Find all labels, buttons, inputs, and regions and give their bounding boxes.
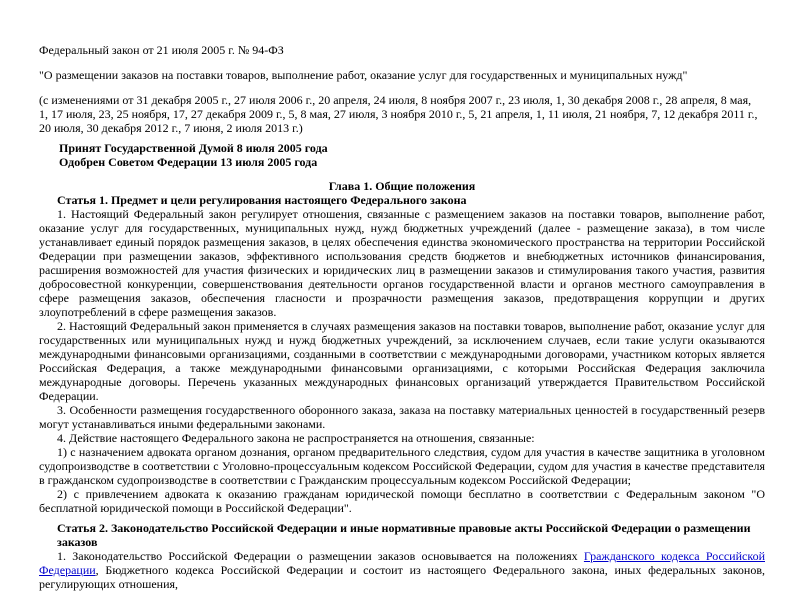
civil-code-link[interactable]: Гражданского кодекса Российской Федерации	[39, 549, 765, 577]
amendments-note: (с изменениями от 31 декабря 2005 г., 27 июля 2006 г., 20 апреля, 24 июля, 8 ноября 2007 г., 23 июля, 1, 30 декабря 2008 г., 28 апреля, 8 мая, 1, 17 июля, 23, 25 ноября, 17, 27 декабря 2009 г., 5, 8 мая, 27 июля, 3 ноября 2010 г., 5, 21 апреля, 1, 11 июля, 21 ноября, 7, 12 декабря 2011 г., 20 июля, 30 декабря 2012 г., 7 июня, 2 июля 2013 г.)	[39, 93, 758, 135]
article-1-title: Статья 1. Предмет и цели регулирования настоящего Федерального закона	[57, 193, 467, 207]
adopted-by-duma: Принят Государственной Думой 8 июля 2005 года	[59, 141, 328, 155]
article-1-paragraph-3: 3. Особенности размещения государственного оборонного заказа, заказа на поставку материальных ценностей в государственный резерв могут устанавливаться иными федеральными законами.	[39, 403, 765, 431]
article-1-paragraph-4-item-2: 2) с привлечением адвоката к оказанию гражданам юридической помощи бесплатно в соответствии с Федеральным законом "О бесплатной юридической помощи в Российской Федерации".	[39, 487, 765, 515]
article-2-title: Статья 2. Законодательство Российской Федерации и иные нормативные правовые акты Российской Федерации о размещении заказов	[57, 521, 751, 549]
article-1-paragraph-2: 2. Настоящий Федеральный закон применяется в случаях размещения заказов на поставки товаров, выполнение работ, оказание услуг для государственных или муниципальных нужд и нужд бюджетных учреждений, за исключением случаев, если такие услуги оказываются международными финансовыми организациями, созданными в соответствии с международными договорами, участником которых является Российская Федерация, а также международными финансовыми организациями, с которыми Российская Федерация заключила международные договоры. Перечень указанных международных финансовых организаций утверждается Правительством Российской Федерации.	[39, 319, 765, 403]
article-2-paragraph-1	[39, 549, 765, 591]
article-1-paragraph-1: 1. Настоящий Федеральный закон регулирует отношения, связанные с размещением заказов на поставки товаров, выполнение работ, оказание услуг для государственных, муниципальных нужд, нужд бюджетных учреждений (далее - размещение заказа), в том числе устанавливает единый порядок размещения заказов, в целях обеспечения единства экономического пространства на территории Российской Федерации при размещении заказов, эффективного использования средств бюджетов и внебюджетных источников финансирования, расширения возможностей для участия физических и юридических лиц в размещении заказов и стимулирования такого участия, развития добросовестной конкуренции, совершенствования деятельности органов государственной власти и органов местного самоуправления в сфере размещения заказов, обеспечения гласности и прозрачности размещения заказов, предотвращения коррупции и других злоупотреблений в сфере размещения заказов.	[39, 207, 765, 319]
article-2-p1-start: 1. Законодательство Российской Федерации о размещении заказов основывается на положениях	[57, 549, 584, 563]
article-1-paragraph-4-item-1: 1) с назначением адвоката органом дознания, органом предварительного следствия, судом для участия в качестве защитника в уголовном судопроизводстве в соответствии с Уголовно-процессуальным кодексом Российской Федерации, судом для участия в качестве представителя в гражданском судопроизводстве в соответствии с Гражданским процессуальным кодексом Российской Федерации;	[39, 445, 765, 487]
chapter-title: Глава 1. Общие положения	[328, 179, 476, 193]
article-2-p1-end: , Бюджетного кодекса Российской Федерации и состоит из настоящего Федерального закона, иных федеральных законов, регулирующих отношения,	[39, 563, 765, 591]
article-1-paragraph-4: 4. Действие настоящего Федерального закона не распространяется на отношения, связанные:	[57, 431, 535, 445]
document-body	[39, 193, 765, 591]
law-title-line: Федеральный закон от 21 июля 2005 г. № 94-ФЗ	[39, 43, 284, 57]
law-name: "О размещении заказов на поставки товаров, выполнение работ, оказание услуг для государственных и муниципальных нужд"	[39, 68, 688, 82]
approved-by-federation-council: Одобрен Советом Федерации 13 июля 2005 года	[59, 155, 318, 169]
